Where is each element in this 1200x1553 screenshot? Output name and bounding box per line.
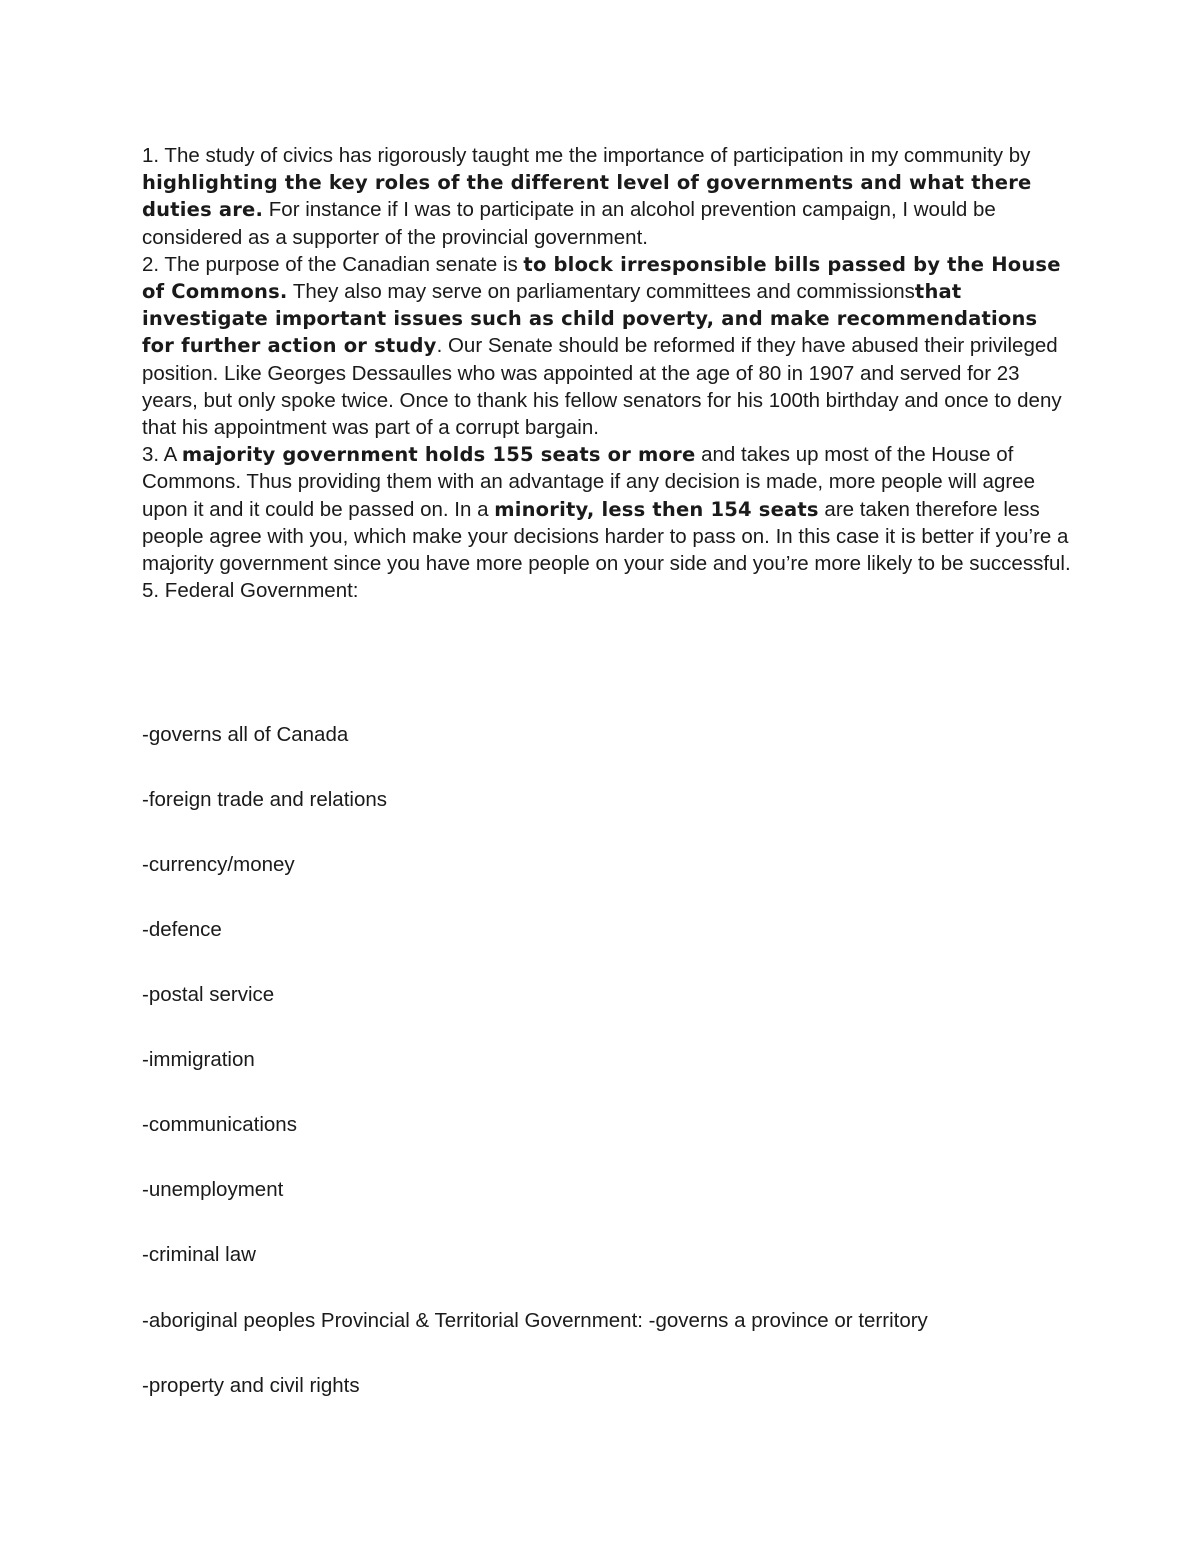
list-item: -criminal law <box>142 1243 256 1266</box>
list-item: -foreign trade and relations <box>142 788 388 811</box>
paragraph-2-emphasis-1: to block irresponsible bills passed by the House of Commons. <box>142 252 1061 304</box>
paragraph-3-emphasis-2: minority, less then 154 seats <box>494 497 819 521</box>
paragraph-5-heading: 5. Federal Government: <box>142 579 359 603</box>
paragraph-2-emphasis-2: that investigate important issues such as child poverty, and make recommendations for further action or study <box>142 280 1038 358</box>
paragraph-3-text-e: are taken therefore less people agree with you, which make your decisions harder to pass on. In this case it is better if you’re a majority government since you have more people on your side and you’re more likely to be successful. <box>142 497 1071 576</box>
list-item: -unemployment <box>142 1178 284 1201</box>
paragraph-3-text-a: 3. A <box>142 443 182 467</box>
paragraph-3-text-c: and takes up most of the House of Commons. Thus providing them with an advantage if any decision is made, more people will agree upon it and it could be passed on. In a <box>142 443 1035 521</box>
paragraph-2 <box>142 251 1072 441</box>
paragraph-3 <box>142 441 1072 577</box>
paragraph-2-text-c: They also may serve on parliamentary committees and commissions <box>287 280 915 304</box>
paragraph-1-text-a: 1. The study of civics has rigorously taught me the importance of participation in my community by <box>142 144 1031 167</box>
list-item: -currency/money <box>142 853 295 876</box>
document-body <box>142 142 1072 604</box>
paragraph-3-emphasis-1: majority government holds 155 seats or more <box>181 443 696 467</box>
list-item: -aboriginal peoples Provincial & Territorial Government: -governs a province or territory <box>142 1309 928 1332</box>
list-item: -immigration <box>142 1048 255 1071</box>
list-item: -defence <box>142 918 222 941</box>
paragraph-1-text-c: For instance if I was to participate in an alcohol prevention campaign, I would be considered as a supporter of the provincial government. <box>142 198 996 249</box>
list-item: -property and civil rights <box>142 1374 360 1397</box>
paragraph-1-emphasis: highlighting the key roles of the different level of governments and what there duties are. <box>142 171 1032 222</box>
list-item: -postal service <box>142 983 275 1006</box>
paragraph-2-text-e: . Our Senate should be reformed if they have abused their privileged position. Like Georges Dessaulles who was appointed at the age of 80 in 1907 and served for 23 years, but only spoke twice. Once to thank his fellow senators for his 100th birthday and once to deny that his appointment was part of a corrupt bargain. <box>142 334 1062 440</box>
list-item: -governs all of Canada <box>142 723 349 746</box>
paragraph-1 <box>142 142 1072 251</box>
paragraph-2-text-a: 2. The purpose of the Canadian senate is <box>142 252 524 276</box>
list-item: -communications <box>142 1113 297 1136</box>
